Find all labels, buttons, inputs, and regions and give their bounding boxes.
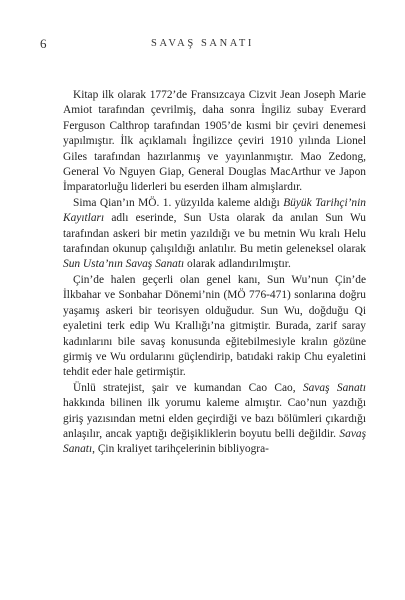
text-run: adlı eserinde, Sun Usta olarak da anılan Sun Wu tarafından askeri bir metin yazıldığı ve bu metnin Wu kralı Helu tarafından okunup çalışıldığı anlatılır. Bu metin geleneksel olarak [63, 212, 366, 256]
paragraph [63, 273, 366, 381]
page-number: 6 [40, 36, 47, 51]
paragraph [63, 196, 366, 273]
running-head: SAVAŞ SANATI [151, 38, 254, 49]
text-run: olarak adlandırılmıştır. [184, 258, 291, 271]
text-run: Ünlü stratejist, şair ve kumandan Cao Cao, [73, 381, 303, 394]
text-run: hakkında bilinen ilk yorumu kaleme almıştır. Cao’nun yazdığı giriş yazısından metni elden geçirdiği ve bazı bölümleri çıkardığı anlaşılır, ancak yaptığı değişikliklerin boyutu belli değildir. [63, 397, 366, 440]
body-text [63, 88, 366, 458]
text-run: Kitap ilk olarak 1772’de Fransızcaya Cizvit Jean Joseph Marie Amiot tarafından çevrilmiş, daha sonra İngiliz subay Everard Ferguson Calthrop tarafından 1905’de kısmi bir çeviri denemesi yapılmıştır. İlk açıklamalı İngilizce çeviri 1910 yılında Lionel Giles tarafından hazırlanmış ve yayınlanmıştır. Mao Zedong, General Vo Nguyen Giap, General Douglas MacArthur ve Japon İmparatorluğu liderleri bu eserden ilham almışlardır. [63, 89, 366, 194]
text-run: Sima Qian’ın MÖ. 1. yüzyılda kaleme aldığı [73, 196, 284, 209]
italic-text-run: Sun Usta’nın Savaş Sanatı [63, 258, 185, 271]
text-run: , Çin kraliyet tarihçelerinin bibliyogra- [92, 443, 269, 456]
italic-text-run: Savaş Sanatı [302, 381, 366, 394]
italic-text-run: Savaş Sanatı [63, 427, 366, 456]
paragraph [63, 381, 366, 458]
paragraph [63, 88, 366, 196]
italic-text-run: Büyük Tarihçi’nin Kayıtları [63, 196, 366, 225]
text-run: Çin’de halen geçerli olan genel kanı, Sun Wu’nun Çin’de İlkbahar ve Sonbahar Dönemi’nin (MÖ 776-471) sonlarına doğru yaşamış askeri bir teorisyen olduğudur. Sun Wu, doğduğu Qi eyaletini terk edip Wu Krallığı’na gitmiştir. Burada, zarif saray kadınlarını bile savaş konusunda eğitebilmesiyle kralın gözüne girmiş ve Wu ordularını güçlendirip, batıdaki rakip Chu eyaletini tehdit eder hale getirmiştir. [63, 273, 366, 379]
